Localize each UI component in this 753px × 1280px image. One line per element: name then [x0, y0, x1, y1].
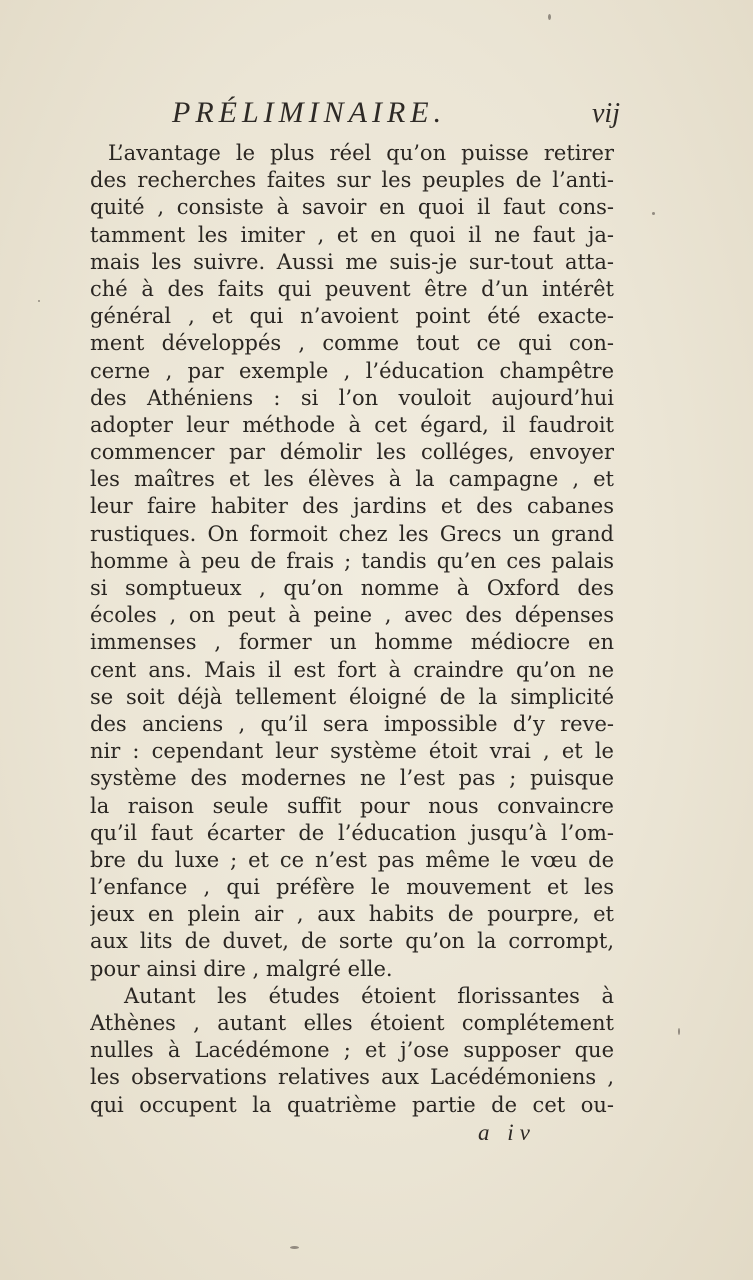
text-line: rustiques. On formoit chez les Grecs un grand [90, 521, 614, 546]
text-line: nir : cependant leur système étoit vrai , et le [90, 739, 614, 764]
running-title: PRÉLIMINAIRE. [172, 96, 447, 129]
text-line: des Athéniens : si l’on vouloit aujourd’hui [90, 385, 614, 410]
text-line: ment développés , comme tout ce qui con- [90, 331, 614, 356]
text-line: ché à des faits qui peuvent être d’un intérêt [90, 276, 614, 301]
text-line: l’enfance , qui préfère le mouvement et les [90, 875, 614, 900]
text-line: L’avantage le plus réel qu’on puisse retirer [108, 141, 614, 165]
paper-speck [652, 212, 655, 215]
paper-speck [290, 1246, 299, 1249]
text-line: mais les suivre. Aussi me suis-je sur-tout atta- [90, 249, 614, 274]
paper-speck [548, 14, 551, 20]
page-number: vij [592, 98, 620, 129]
text-line: bre du luxe ; et ce n’est pas même le vœu de [90, 847, 614, 872]
text-line: cent ans. Mais il est fort à craindre qu’on ne [90, 657, 614, 682]
text-line: leur faire habiter des jardins et des cabanes [90, 494, 614, 519]
signature-mark: a iv [478, 1120, 536, 1145]
text-line: cerne , par exemple , l’éducation champêtre [90, 358, 614, 383]
text-line: se soit déjà tellement éloigné de la simplicité [90, 684, 614, 709]
text-line: Autant les études étoient florissantes à [124, 983, 614, 1008]
text-line: écoles , on peut à peine , avec des dépenses [90, 603, 614, 628]
text-line: nulles à Lacédémone ; et j’ose supposer que [90, 1038, 614, 1063]
text-line: des recherches faites sur les peuples de l’anti- [90, 168, 614, 193]
text-line: les observations relatives aux Lacédémoniens , [90, 1065, 614, 1090]
text-line: immenses , former un homme médiocre en [90, 630, 614, 655]
text-line: qui occupent la quatrième partie de cet ou- [90, 1092, 614, 1117]
paper-speck [38, 300, 40, 302]
text-line: aux lits de duvet, de sorte qu’on la corrompt, [90, 929, 614, 954]
text-line: si somptueux , qu’on nomme à Oxford des [90, 576, 614, 600]
text-line: qu’il faut écarter de l’éducation jusqu’à l’om- [90, 820, 614, 845]
text-line: quité , consiste à savoir en quoi il faut cons- [90, 195, 614, 220]
text-line: général , et qui n’avoient point été exacte- [90, 304, 614, 329]
text-line: homme à peu de frais ; tandis qu’en ces palais [90, 548, 614, 573]
text-line: la raison seule suffit pour nous convaincre [90, 793, 614, 818]
text-line: des anciens , qu’il sera impossible d’y reve- [90, 711, 614, 736]
text-line: les maîtres et les élèves à la campagne , et [90, 467, 614, 492]
text-line: pour ainsi dire , malgré elle. [90, 956, 393, 981]
text-line: Athènes , autant elles étoient complétement [90, 1011, 614, 1035]
text-line: adopter leur méthode à cet égard, il faudroit [90, 412, 614, 437]
text-line: tamment les imiter , et en quoi il ne faut ja- [90, 222, 614, 247]
text-line: système des modernes ne l’est pas ; puisque [90, 766, 614, 791]
text-line: jeux en plein air , aux habits de pourpre, et [90, 902, 614, 927]
page-header [90, 96, 620, 136]
paper-speck [678, 1028, 680, 1035]
text-line: commencer par démolir les colléges, envoyer [90, 440, 614, 465]
body-text [90, 140, 614, 1119]
